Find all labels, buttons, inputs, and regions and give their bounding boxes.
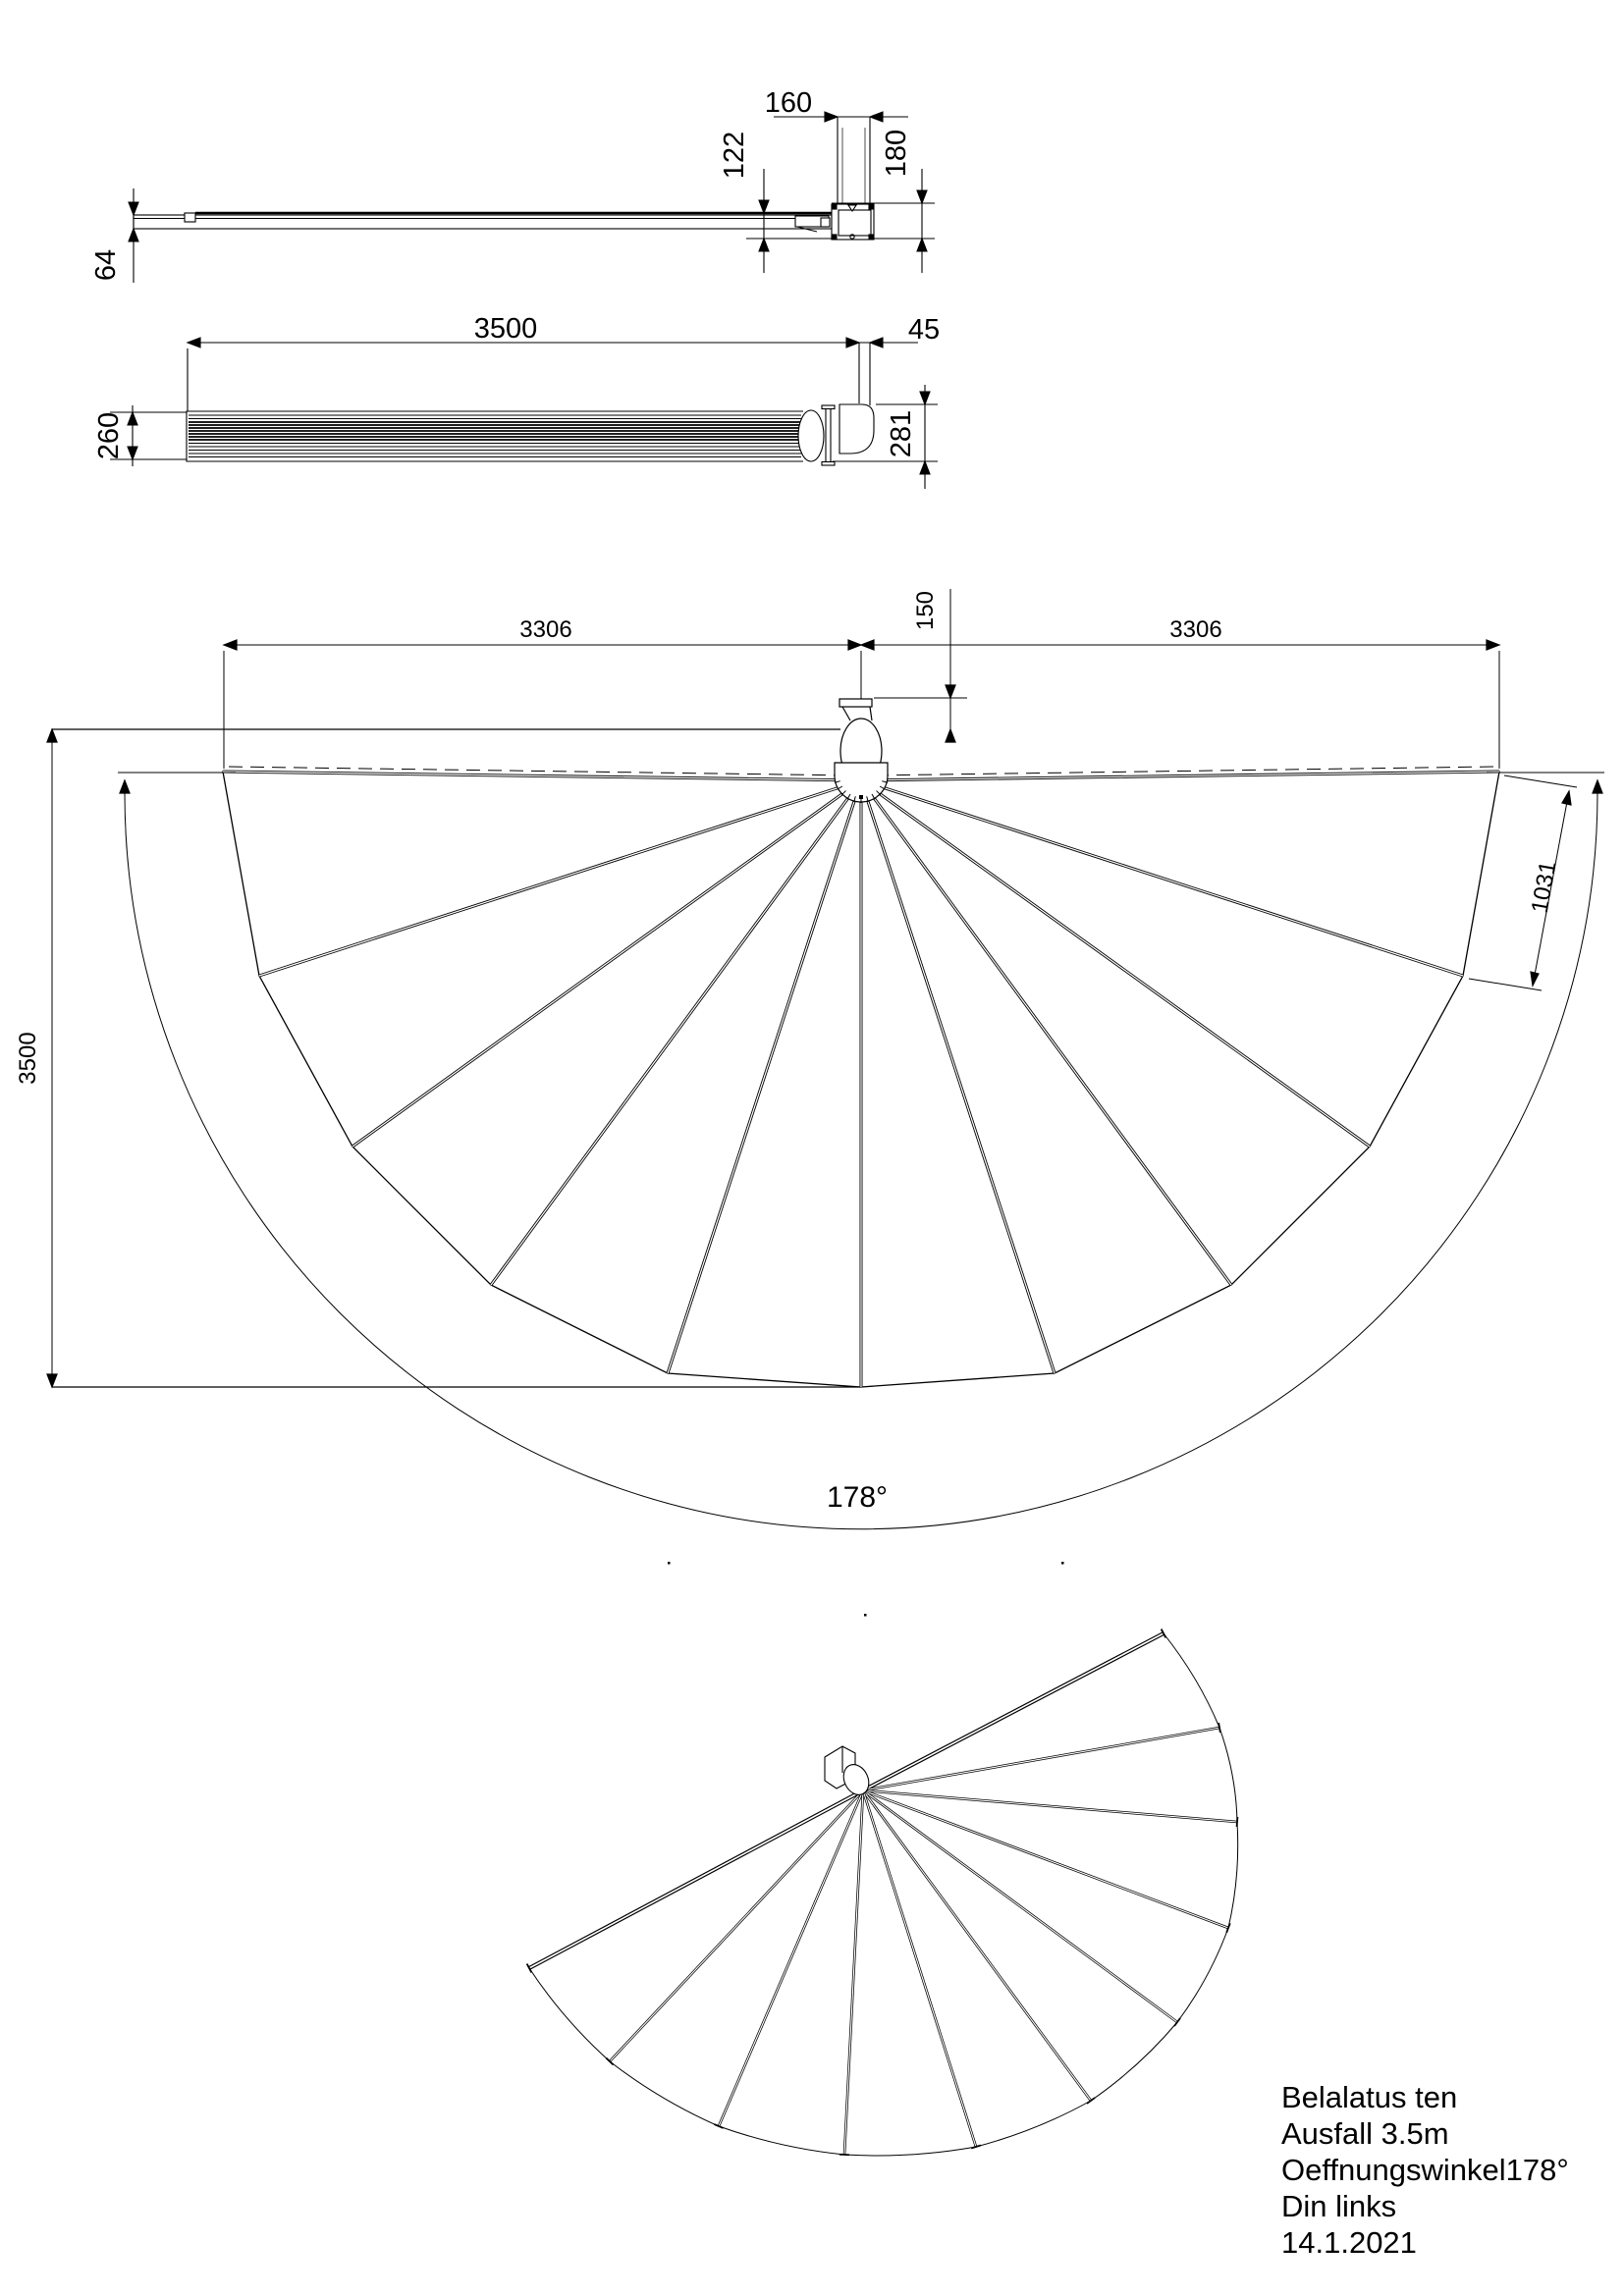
dim-arrow bbox=[861, 640, 874, 650]
dim-label-45: 45 bbox=[907, 314, 941, 346]
dim-ext bbox=[1469, 979, 1542, 990]
mount-funnel-edge bbox=[870, 707, 872, 721]
dim-label-150: 150 bbox=[912, 590, 939, 631]
fan-3d-fabric-outline bbox=[529, 1633, 1238, 2156]
dim-label-160: 160 bbox=[764, 87, 813, 119]
dim-arrow bbox=[129, 229, 138, 241]
plate-foot bbox=[822, 462, 835, 466]
dim-label-260: 260 bbox=[93, 411, 125, 460]
cassette-bar bbox=[134, 215, 832, 229]
dim-arrow bbox=[846, 338, 859, 347]
dim-arrow bbox=[47, 1374, 57, 1387]
arm-elbow-joint bbox=[821, 218, 830, 227]
dim-arrow bbox=[1562, 791, 1571, 805]
dim-label-3500-projection: 3500 bbox=[15, 1032, 41, 1085]
dim-arrow bbox=[1593, 780, 1602, 793]
dim-label-opening-angle: 178° bbox=[826, 1481, 889, 1514]
mount-plate bbox=[839, 699, 872, 707]
dim-arrow bbox=[870, 112, 883, 122]
construction-dot bbox=[1061, 1562, 1064, 1565]
dim-arrow bbox=[759, 239, 769, 251]
hub-center-dot bbox=[859, 795, 863, 799]
fan-fabric-and-ribs bbox=[223, 767, 1499, 1387]
bracket-inner bbox=[839, 210, 871, 236]
dim-arrow bbox=[1531, 972, 1539, 986]
dim-arrow bbox=[917, 190, 927, 203]
dim-label-64: 64 bbox=[90, 248, 122, 282]
bolt bbox=[869, 235, 873, 239]
dim-arrow bbox=[946, 685, 955, 698]
dim-ext bbox=[1504, 775, 1577, 787]
dim-arrow bbox=[224, 640, 237, 650]
dim-arrow bbox=[946, 729, 955, 742]
dim-label-3306-left: 3306 bbox=[519, 616, 572, 643]
dim-arrow bbox=[128, 412, 137, 425]
construction-dot bbox=[864, 1614, 867, 1617]
dim-label-122: 122 bbox=[719, 131, 750, 180]
dim-arrow bbox=[825, 112, 838, 122]
top-view-folded bbox=[110, 338, 938, 489]
wall-bracket-top-view bbox=[839, 404, 874, 454]
fan-3d-fabric-and-ribs bbox=[527, 1629, 1238, 2156]
end-clip bbox=[185, 213, 195, 222]
title-line-product: Belalatus ten bbox=[1281, 2080, 1458, 2114]
dim-label-1031: 1031 bbox=[1526, 859, 1562, 916]
rib-end-cap bbox=[1237, 1817, 1238, 1827]
dim-label-180: 180 bbox=[881, 129, 912, 178]
fan-3d-mount bbox=[825, 1746, 874, 1799]
dim-arrow bbox=[129, 202, 138, 215]
title-block bbox=[1281, 2080, 1569, 2260]
dim-arrow bbox=[128, 447, 137, 459]
title-line-date: 14.1.2021 bbox=[1281, 2225, 1417, 2260]
side-view-closed bbox=[129, 112, 935, 283]
dim-arrow bbox=[759, 200, 769, 213]
bolt bbox=[869, 205, 873, 209]
dim-arrow bbox=[120, 780, 130, 793]
title-line-angle: Oeffnungswinkel178° bbox=[1281, 2153, 1569, 2187]
bolt bbox=[833, 235, 837, 239]
fan-wall-mount bbox=[835, 699, 888, 803]
dim-arrow bbox=[870, 338, 883, 347]
bolt bbox=[833, 205, 837, 209]
fan-perspective-view bbox=[527, 1562, 1238, 2156]
dim-label-281: 281 bbox=[886, 409, 917, 458]
dim-arrow bbox=[188, 338, 200, 347]
mount-funnel-edge bbox=[842, 707, 850, 721]
dim-label-3306-right: 3306 bbox=[1169, 616, 1222, 643]
dim-arrow bbox=[920, 392, 930, 404]
dim-arrow bbox=[920, 461, 930, 474]
title-line-din: Din links bbox=[1281, 2189, 1397, 2223]
dim-label-3500-top: 3500 bbox=[473, 313, 538, 345]
construction-dot bbox=[668, 1562, 671, 1565]
dim-arrow bbox=[1487, 640, 1499, 650]
dim-arrow bbox=[848, 640, 861, 650]
plate-foot bbox=[822, 405, 835, 409]
dim-arrow bbox=[47, 729, 57, 742]
dim-arrow bbox=[917, 239, 927, 251]
rib-end-cap bbox=[839, 2155, 849, 2156]
fan-open-view bbox=[47, 589, 1604, 1529]
title-line-projection: Ausfall 3.5m bbox=[1281, 2116, 1449, 2151]
